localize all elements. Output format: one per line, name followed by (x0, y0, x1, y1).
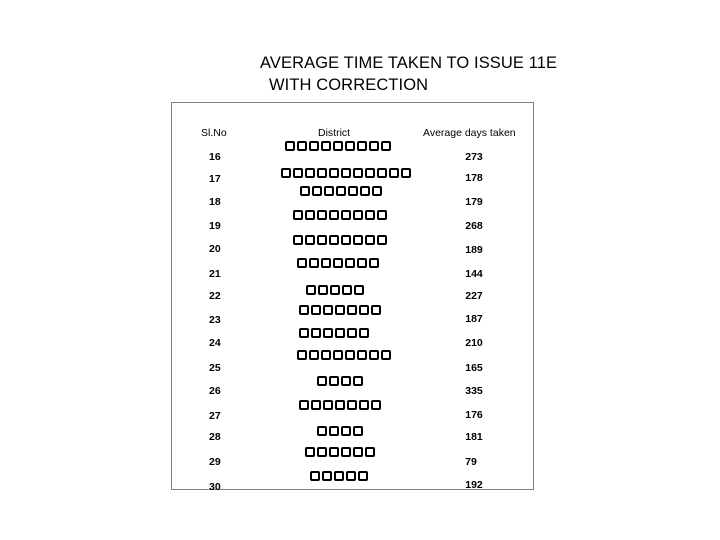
district-name-glyphs (310, 471, 368, 483)
missing-glyph-box (348, 186, 358, 196)
page-title (260, 52, 600, 96)
missing-glyph-box (285, 141, 295, 151)
missing-glyph-box (333, 141, 343, 151)
average-days-cell: 187 (465, 313, 483, 325)
missing-glyph-box (335, 328, 345, 338)
missing-glyph-box (321, 141, 331, 151)
missing-glyph-box (329, 235, 339, 245)
average-days-cell: 210 (465, 337, 483, 349)
sl-no-cell: 29 (209, 456, 221, 468)
missing-glyph-box (297, 350, 307, 360)
missing-glyph-box (371, 305, 381, 315)
missing-glyph-box (365, 447, 375, 457)
missing-glyph-box (322, 471, 332, 481)
missing-glyph-box (310, 471, 320, 481)
missing-glyph-box (305, 168, 315, 178)
title-line-1: AVERAGE TIME TAKEN TO ISSUE 11E (260, 54, 558, 72)
missing-glyph-box (317, 168, 327, 178)
average-days-cell: 181 (465, 431, 483, 443)
missing-glyph-box (297, 141, 307, 151)
sl-no-cell: 19 (209, 220, 221, 232)
sl-no-cell: 17 (209, 173, 221, 185)
missing-glyph-box (346, 471, 356, 481)
missing-glyph-box (359, 400, 369, 410)
missing-glyph-box (357, 350, 367, 360)
missing-glyph-box (323, 305, 333, 315)
missing-glyph-box (293, 235, 303, 245)
missing-glyph-box (341, 426, 351, 436)
district-name-glyphs (305, 447, 375, 459)
missing-glyph-box (321, 350, 331, 360)
missing-glyph-box (305, 210, 315, 220)
average-days-cell: 335 (465, 385, 483, 397)
missing-glyph-box (353, 235, 363, 245)
district-name-glyphs (299, 305, 381, 317)
district-name-glyphs (317, 376, 363, 388)
average-days-cell: 144 (465, 268, 483, 280)
average-days-cell: 178 (465, 172, 483, 184)
missing-glyph-box (293, 168, 303, 178)
missing-glyph-box (357, 141, 367, 151)
average-days-cell: 189 (465, 244, 483, 256)
district-name-glyphs (317, 426, 363, 438)
missing-glyph-box (309, 258, 319, 268)
district-name-glyphs (285, 141, 391, 153)
sl-no-cell: 20 (209, 243, 221, 255)
district-name-glyphs (297, 350, 391, 362)
missing-glyph-box (381, 141, 391, 151)
missing-glyph-box (354, 285, 364, 295)
missing-glyph-box (353, 168, 363, 178)
sl-no-cell: 25 (209, 362, 221, 374)
sl-no-cell: 24 (209, 337, 221, 349)
missing-glyph-box (305, 447, 315, 457)
missing-glyph-box (389, 168, 399, 178)
missing-glyph-box (330, 285, 340, 295)
missing-glyph-box (299, 400, 309, 410)
missing-glyph-box (365, 210, 375, 220)
missing-glyph-box (329, 426, 339, 436)
sl-no-cell: 16 (209, 151, 221, 163)
missing-glyph-box (335, 305, 345, 315)
missing-glyph-box (312, 186, 322, 196)
missing-glyph-box (281, 168, 291, 178)
missing-glyph-box (317, 210, 327, 220)
missing-glyph-box (323, 400, 333, 410)
missing-glyph-box (336, 186, 346, 196)
sl-no-cell: 18 (209, 196, 221, 208)
missing-glyph-box (347, 328, 357, 338)
missing-glyph-box (309, 350, 319, 360)
missing-glyph-box (329, 447, 339, 457)
missing-glyph-box (321, 258, 331, 268)
average-days-cell: 165 (465, 362, 483, 374)
sl-no-cell: 30 (209, 481, 221, 493)
missing-glyph-box (369, 258, 379, 268)
missing-glyph-box (311, 400, 321, 410)
sl-no-cell: 22 (209, 290, 221, 302)
district-name-glyphs (293, 210, 387, 222)
missing-glyph-box (334, 471, 344, 481)
missing-glyph-box (329, 376, 339, 386)
missing-glyph-box (345, 258, 355, 268)
missing-glyph-box (306, 285, 316, 295)
district-name-glyphs (299, 400, 381, 412)
header-district: District (318, 127, 351, 139)
average-days-cell: 268 (465, 220, 483, 232)
missing-glyph-box (317, 426, 327, 436)
missing-glyph-box (347, 305, 357, 315)
sl-no-cell: 21 (209, 268, 221, 280)
missing-glyph-box (357, 258, 367, 268)
missing-glyph-box (369, 141, 379, 151)
average-days-cell: 176 (465, 409, 483, 421)
average-days-cell: 192 (465, 479, 483, 491)
title-line-2: WITH CORRECTION (269, 76, 429, 94)
missing-glyph-box (353, 210, 363, 220)
missing-glyph-box (324, 186, 334, 196)
missing-glyph-box (358, 471, 368, 481)
district-name-glyphs (306, 285, 364, 297)
missing-glyph-box (365, 235, 375, 245)
district-name-glyphs (281, 168, 411, 180)
missing-glyph-box (365, 168, 375, 178)
district-name-glyphs (299, 328, 369, 340)
missing-glyph-box (381, 350, 391, 360)
missing-glyph-box (401, 168, 411, 178)
missing-glyph-box (345, 141, 355, 151)
missing-glyph-box (311, 305, 321, 315)
missing-glyph-box (329, 210, 339, 220)
missing-glyph-box (323, 328, 333, 338)
missing-glyph-box (305, 235, 315, 245)
missing-glyph-box (377, 235, 387, 245)
missing-glyph-box (342, 285, 352, 295)
missing-glyph-box (341, 235, 351, 245)
missing-glyph-box (317, 447, 327, 457)
missing-glyph-box (318, 285, 328, 295)
missing-glyph-box (333, 350, 343, 360)
missing-glyph-box (335, 400, 345, 410)
missing-glyph-box (341, 168, 351, 178)
missing-glyph-box (341, 210, 351, 220)
sl-no-cell: 26 (209, 385, 221, 397)
missing-glyph-box (377, 168, 387, 178)
district-name-glyphs (293, 235, 387, 247)
missing-glyph-box (371, 400, 381, 410)
district-name-glyphs (300, 186, 382, 198)
missing-glyph-box (369, 350, 379, 360)
missing-glyph-box (341, 447, 351, 457)
missing-glyph-box (293, 210, 303, 220)
missing-glyph-box (311, 328, 321, 338)
missing-glyph-box (372, 186, 382, 196)
district-name-glyphs (297, 258, 379, 270)
missing-glyph-box (345, 350, 355, 360)
missing-glyph-box (309, 141, 319, 151)
missing-glyph-box (333, 258, 343, 268)
missing-glyph-box (297, 258, 307, 268)
sl-no-cell: 28 (209, 431, 221, 443)
header-sl-no: Sl.No (201, 127, 227, 139)
missing-glyph-box (347, 400, 357, 410)
missing-glyph-box (353, 447, 363, 457)
sl-no-cell: 23 (209, 314, 221, 326)
average-days-cell: 273 (465, 151, 483, 163)
missing-glyph-box (300, 186, 310, 196)
average-days-cell: 227 (465, 290, 483, 302)
missing-glyph-box (329, 168, 339, 178)
average-days-cell: 79 (465, 456, 477, 468)
missing-glyph-box (299, 305, 309, 315)
missing-glyph-box (299, 328, 309, 338)
average-days-cell: 179 (465, 196, 483, 208)
missing-glyph-box (353, 426, 363, 436)
missing-glyph-box (317, 235, 327, 245)
missing-glyph-box (353, 376, 363, 386)
header-average-days: Average days taken (423, 127, 516, 139)
missing-glyph-box (359, 328, 369, 338)
missing-glyph-box (360, 186, 370, 196)
missing-glyph-box (377, 210, 387, 220)
missing-glyph-box (317, 376, 327, 386)
sl-no-cell: 27 (209, 410, 221, 422)
missing-glyph-box (341, 376, 351, 386)
missing-glyph-box (359, 305, 369, 315)
